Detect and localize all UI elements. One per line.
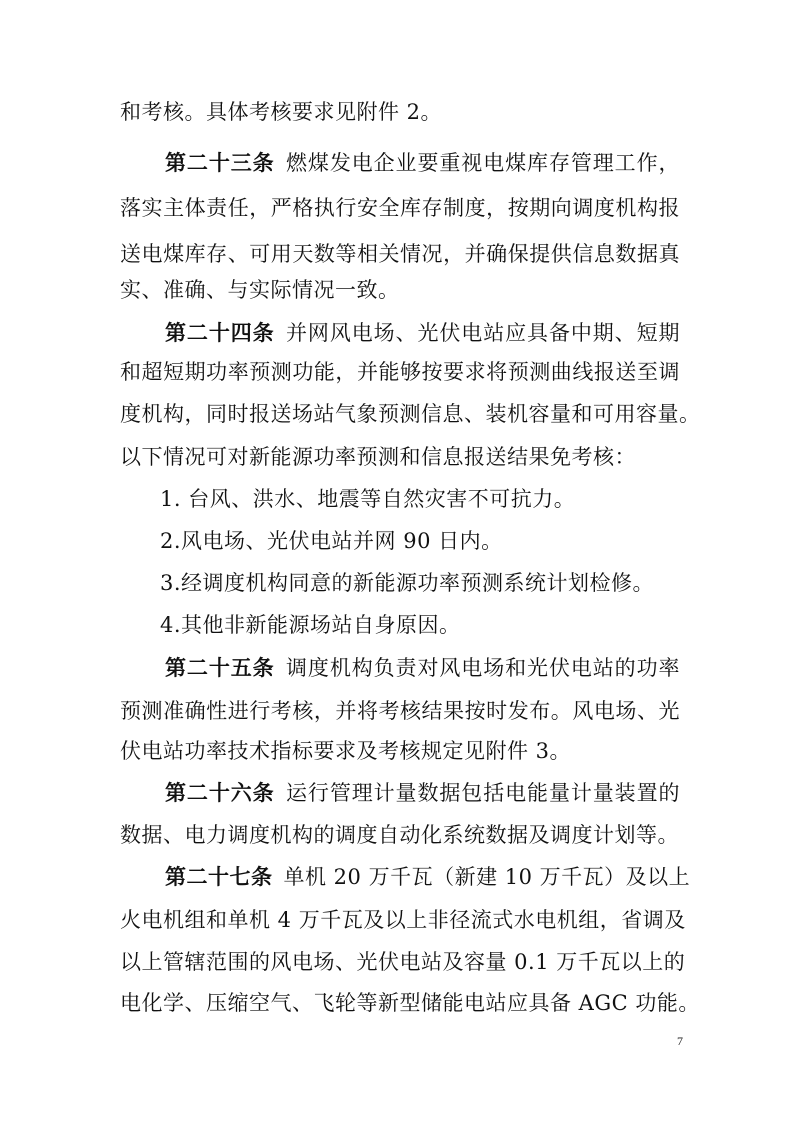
list-item: 1. 台风、洪水、地震等自然灾害不可抗力。 — [160, 487, 576, 511]
article-25-line: 第二十五条 调度机构负责对风电场和光伏电站的功率 — [165, 656, 681, 680]
list-item: 2.风电场、光伏电站并网 90 日内。 — [160, 529, 503, 553]
article-heading: 第二十六条 — [165, 781, 275, 805]
text-line: 实、准确、与实际情况一致。 — [120, 278, 400, 302]
text-line: 预测准确性进行考核，并将考核结果按时发布。风电场、光 — [120, 699, 680, 723]
article-24-line: 第二十四条 并网风电场、光伏电站应具备中期、短期 — [165, 321, 681, 345]
article-26-line: 第二十六条 运行管理计量数据包括电能量计量装置的 — [165, 781, 681, 805]
text-line: 数据、电力调度机构的调度自动化系统数据及调度计划等。 — [120, 823, 679, 847]
text-line: 火电机组和单机 4 万千瓦及以上非径流式水电机组，省调及 — [120, 908, 686, 932]
article-heading: 第二十四条 — [165, 321, 275, 345]
text-line: 送电煤库存、可用天数等相关情况，并确保提供信息数据真 — [120, 242, 680, 266]
text-line: 以下情况可对新能源功率预测和信息报送结果免考核： — [120, 445, 636, 469]
text-line: 伏电站功率技术指标要求及考核规定见附件 3。 — [120, 739, 572, 763]
article-heading: 第二十七条 — [165, 865, 273, 889]
text-line: 落实主体责任，严格执行安全库存制度，按期向调度机构报 — [120, 196, 680, 220]
article-heading: 第二十五条 — [165, 656, 275, 680]
list-item: 3.经调度机构同意的新能源功率预测系统计划检修。 — [160, 571, 655, 595]
article-27-line: 第二十七条 单机 20 万千瓦（新建 10 万千瓦）及以上 — [165, 865, 691, 889]
text-line: 和考核。具体考核要求见附件 2。 — [120, 100, 443, 124]
text-line: 度机构，同时报送场站气象预测信息、装机容量和可用容量。 — [120, 402, 701, 426]
text-line: 电化学、压缩空气、飞轮等新型储能电站应具备 AGC 功能。 — [120, 991, 700, 1015]
page-number: 7 — [677, 1034, 683, 1048]
list-item: 4.其他非新能源场站自身原因。 — [160, 613, 461, 637]
text-line: 和超短期功率预测功能，并能够按要求将预测曲线报送至调 — [120, 360, 680, 384]
article-heading: 第二十三条 — [165, 151, 275, 175]
text-line: 以上管辖范围的风电场、光伏电站及容量 0.1 万千瓦以上的 — [120, 950, 686, 974]
article-23-line: 第二十三条 燃煤发电企业要重视电煤库存管理工作， — [165, 151, 681, 175]
